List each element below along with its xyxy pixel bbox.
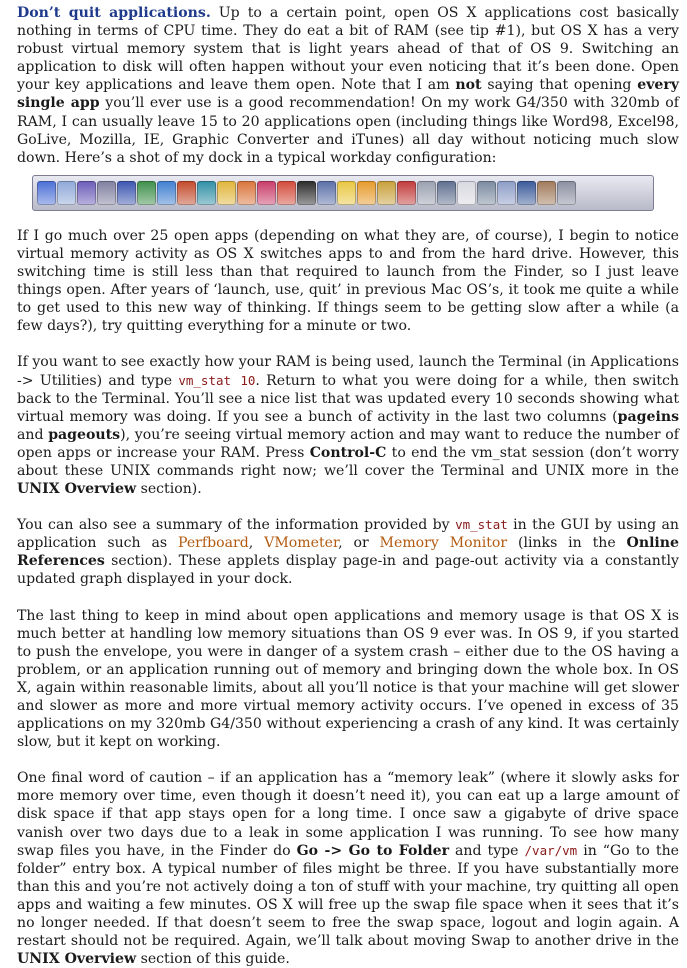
online-references-reference: Online References (17, 535, 679, 570)
word-icon (117, 181, 136, 205)
paragraph-open-apps (17, 227, 679, 336)
paragraph-text: (links in the (507, 535, 627, 552)
preview-icon (257, 181, 276, 205)
link-vmometer[interactable]: VMometer (264, 535, 339, 552)
paragraph-vm-stat (17, 353, 679, 498)
screen-icon (517, 181, 536, 205)
unix-overview-reference: UNIX Overview (17, 951, 137, 968)
paragraph-text: in the GUI by using an application such as (17, 517, 679, 552)
code-vm-stat: vm_stat (455, 517, 508, 533)
menu-path-go-to-folder: Go -> Go to Folder (296, 842, 450, 859)
stamp-icon (97, 181, 116, 205)
link-perfboard[interactable]: Perfboard (177, 535, 249, 552)
finder-icon (37, 181, 56, 205)
paragraph-text: You can also see a summary of the information provided by (17, 517, 456, 534)
paragraph-text: , (248, 535, 265, 552)
monitor-icon (437, 181, 456, 205)
paragraph-text: If I go much over 25 open apps (depending on what they are, of course), I begin to notice virtual memory activity as OS X switches apps to and from the hard drive. However, this switching time is still less than that required to launch from the Finder, so I just leave things open. After years of ‘launch, use, quit’ in previous Mac OS’s, it took me quite a while to get used to this new way of thinking. If things seem to be getting slow after a while (a few days?), try quitting everything for a minute or two. (17, 227, 679, 335)
folder-icon (497, 181, 516, 205)
puzzle-icon (357, 181, 376, 205)
mail-icon (57, 181, 76, 205)
code-var-vm: /var/vm (524, 842, 578, 858)
ie-icon (157, 181, 176, 205)
paragraph-text: you’ll ever use is a good recommendation! On my work G4/350 with 320mb of RAM, I can usually leave 15 to 20 applications open (including things like Word98, Excel98, GoLive, Mozilla, IE, Graphic Converter and iTunes) all day without noticing much slow down. Here’s a shot of my dock in a typical workday configuration: (17, 95, 679, 166)
emphasis-not: not (455, 77, 482, 94)
paragraph-low-memory (17, 607, 679, 752)
unix-overview-reference: UNIX Overview (17, 481, 137, 498)
graph-icon (277, 181, 296, 205)
code-vm-stat-10: vm_stat 10 (178, 372, 256, 388)
link-memory-monitor[interactable]: Memory Monitor (379, 535, 508, 552)
paragraph-text: section of this guide. (136, 951, 290, 968)
golive-icon (197, 181, 216, 205)
paragraph-text: saying that opening (481, 77, 638, 94)
disk-icon (477, 181, 496, 205)
paragraph-text: . Return to what you were doing for a while, then switch back to the Terminal. You’ll see a nice list that was updated every 10 seconds showing what virtual memory was doing. If you see a bunch of activity in the last two columns ( (17, 372, 679, 425)
term-pageins: pageins (617, 408, 679, 425)
paragraph-text: section). (136, 481, 202, 498)
image-icon (537, 181, 556, 205)
emphasis-every-single-app: every single app (17, 77, 679, 112)
document-page (17, 4, 679, 968)
itunes-icon (77, 181, 96, 205)
paragraph-text: ), you’re seeing virtual memory action and may want to reduce the number of open apps or increase your RAM. Press (17, 426, 680, 461)
paragraph-text: Up to a certain point, open OS X applications cost basically nothing in terms of CPU time. They do eat a bit of RAM (see tip #1), but OS X has a very robust virtual memory system that is light years ahead of that of OS 9. Switching an application to disk will often happen without your even noticing that it’s been done. Open your key applications and leave them open. Note that I am (17, 5, 679, 94)
paragraph-memory-leak (17, 769, 679, 968)
excel-icon (137, 181, 156, 205)
paragraph-text: and (17, 426, 49, 443)
pencil-icon (377, 181, 396, 205)
trash-icon (557, 181, 576, 205)
paragraph-text: to end the vm_stat session (don’t worry about these UNIX commands right now; we’ll cover the Terminal and UNIX more in the (17, 444, 679, 479)
paragraph-dont-quit (17, 4, 679, 167)
paragraph-text: section). These applets display page-in and page-out activity via a constantly updated graph displayed in your dock. (17, 553, 679, 588)
dock-bar (32, 175, 654, 211)
document-icon (457, 181, 476, 205)
paragraph-text: , or (338, 535, 380, 552)
paragraph-text: and type (449, 842, 525, 859)
term-pageouts: pageouts (48, 426, 121, 443)
note-icon (337, 181, 356, 205)
terminal-icon (297, 181, 316, 205)
paragraph-text: One final word of caution – if an application has a “memory leak” (where it slowly asks for more memory over time, even though it doesn’t need it), you can eat up a large amount of disk space if that app stays open for a long time. I once saw a gigabyte of drive space vanish over two days due to a leak in some application I was running. To see how many swap files you have, in the Finder do (17, 770, 679, 859)
tool-icon (237, 181, 256, 205)
paragraph-gui-monitors (17, 516, 679, 588)
section-lead-heading: Don’t quit applications. (17, 5, 211, 21)
paragraph-text: in “Go to the folder” entry box. A typical number of files might be three. If you have substantially more than this and you’re not actively doing a ton of stuff with your machine, try quitting all open apps and waiting a few minutes. OS X will free up the swap file space when it sees that it’s no longer needed. If that doesn’t seem to free the swap space, logout and login again. A restart should not be required. Again, we’ll talk about moving Swap to another drive in the (17, 842, 679, 950)
chat-icon (217, 181, 236, 205)
keystroke-control-c: Control-C (309, 444, 387, 461)
utility-icon (317, 181, 336, 205)
calendar-icon (397, 181, 416, 205)
apple-icon (417, 181, 436, 205)
paragraph-text: The last thing to keep in mind about open applications and memory usage is that OS X is much better at handling low memory situations than OS 9 ever was. In OS 9, if you started to push the envelope, you were in danger of a system crash – either due to the OS having a problem, or an application running out of memory and bringing down the whole box. In OS X, again within reasonable limits, about all you’ll notice is that your machine will get slower and slower as more and more virtual memory activity occurs. I’ve opened in excess of 35 applications on my 320mb G4/350 without experiencing a crash of any kind. It was certainly slow, but it kept on working. (17, 607, 679, 751)
paragraph-text: If you want to see exactly how your RAM is being used, launch the Terminal (in Applications -> Utilities) and type (17, 354, 679, 389)
dock-screenshot (17, 175, 679, 227)
mozilla-icon (177, 181, 196, 205)
